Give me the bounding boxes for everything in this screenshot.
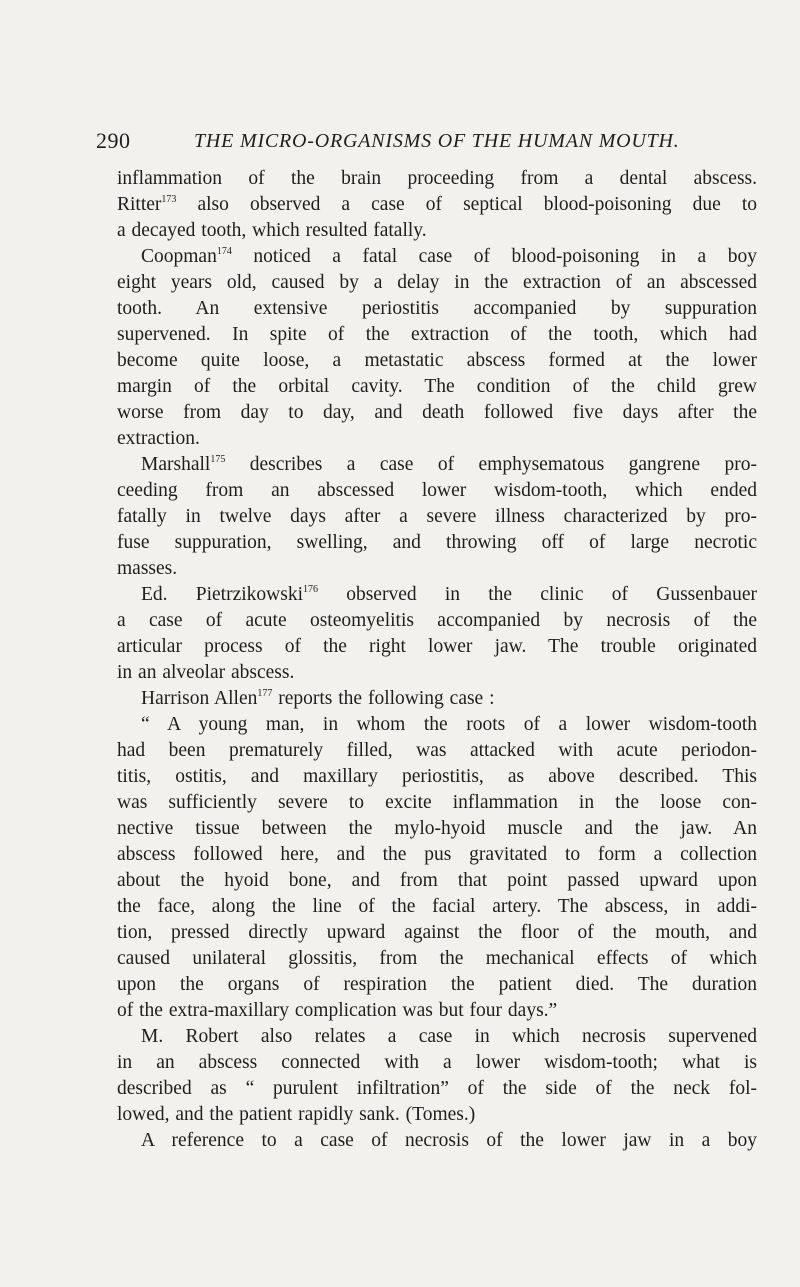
text-segment: described as “ purulent infiltration” of the side of the neck fol- <box>117 1078 757 1099</box>
text-segment: fuse suppuration, swelling, and throwing off of large necrotic <box>117 532 757 553</box>
text-line <box>117 166 757 192</box>
text-segment: nective tissue between the mylo-hyoid muscle and the jaw. An <box>117 818 757 839</box>
text-line <box>117 1102 757 1128</box>
text-line <box>117 816 757 842</box>
text-line <box>117 1024 757 1050</box>
text-segment: a decayed tooth, which resulted fatally. <box>117 220 427 241</box>
text-line <box>117 374 757 400</box>
text-line <box>117 244 757 270</box>
text-segment: upon the organs of respiration the patient died. The duration <box>117 974 757 995</box>
text-line <box>117 920 757 946</box>
text-line <box>117 894 757 920</box>
text-segment: “ A young man, in whom the roots of a lower wisdom-tooth <box>141 714 757 735</box>
text-segment: describes a case of emphysematous gangrene pro- <box>225 454 757 475</box>
text-line <box>117 998 757 1024</box>
text-line <box>117 218 757 244</box>
reference-superscript: 173 <box>161 194 177 205</box>
text-segment: articular process of the right lower jaw. The trouble originated <box>117 636 757 657</box>
text-segment: become quite loose, a metastatic abscess formed at the lower <box>117 350 757 371</box>
text-line <box>117 764 757 790</box>
text-segment: fatally in twelve days after a severe illness characterized by pro- <box>117 506 757 527</box>
text-line <box>117 790 757 816</box>
text-segment: Ed. Pietrzikowski <box>141 584 303 605</box>
text-line <box>117 270 757 296</box>
text-segment: was sufficiently severe to excite inflammation in the loose con- <box>117 792 757 813</box>
text-segment: Marshall <box>141 454 211 475</box>
text-segment: of the extra-maxillary complication was but four days.” <box>117 1000 558 1021</box>
text-line <box>117 192 757 218</box>
text-segment: noticed a fatal case of blood-poisoning in a boy <box>231 246 757 267</box>
text-segment: also observed a case of septical blood-poisoning due to <box>176 194 757 215</box>
page-number: 290 <box>96 128 131 153</box>
text-segment: Coopman <box>141 246 217 267</box>
text-line <box>117 738 757 764</box>
text-line <box>117 504 757 530</box>
text-segment: a case of acute osteomyelitis accompanied by necrosis of the <box>117 610 757 631</box>
reference-superscript: 175 <box>210 454 226 465</box>
text-line <box>117 868 757 894</box>
text-line <box>117 556 757 582</box>
text-segment: lowed, and the patient rapidly sank. (Tomes.) <box>117 1104 476 1125</box>
text-segment: abscess followed here, and the pus gravitated to form a collection <box>117 844 757 865</box>
text-line <box>117 660 757 686</box>
reference-superscript: 177 <box>257 688 273 699</box>
text-line <box>117 972 757 998</box>
text-line <box>117 842 757 868</box>
text-line <box>117 452 757 478</box>
text-segment: ceeding from an abscessed lower wisdom-tooth, which ended <box>117 480 757 501</box>
text-segment: Ritter <box>117 194 162 215</box>
body-text <box>117 166 757 1154</box>
text-segment: worse from day to day, and death followed five days after the <box>117 402 757 423</box>
text-segment: about the hyoid bone, and from that point passed upward upon <box>117 870 757 891</box>
text-line <box>117 1076 757 1102</box>
text-segment: masses. <box>117 558 178 579</box>
text-line <box>117 1050 757 1076</box>
text-segment: A reference to a case of necrosis of the lower jaw in a boy <box>141 1130 757 1151</box>
text-line <box>117 1128 757 1154</box>
text-line <box>117 608 757 634</box>
text-segment: the face, along the line of the facial artery. The abscess, in addi- <box>117 896 757 917</box>
text-line <box>117 686 757 712</box>
text-segment: titis, ostitis, and maxillary periostitis, as above described. This <box>117 766 757 787</box>
text-segment: had been prematurely filled, was attacked with acute periodon- <box>117 740 757 761</box>
text-segment: extraction. <box>117 428 200 449</box>
text-line <box>117 426 757 452</box>
text-line <box>117 348 757 374</box>
text-line <box>117 400 757 426</box>
text-segment: M. Robert also relates a case in which necrosis supervened <box>141 1026 757 1047</box>
running-title: THE MICRO-ORGANISMS OF THE HUMAN MOUTH. <box>194 130 680 152</box>
text-line <box>117 582 757 608</box>
text-segment: in an abscess connected with a lower wisdom-tooth; what is <box>117 1052 757 1073</box>
text-segment: inflammation of the brain proceeding from a dental abscess. <box>117 168 757 189</box>
text-line <box>117 634 757 660</box>
reference-superscript: 174 <box>216 246 232 257</box>
reference-superscript: 176 <box>303 584 318 595</box>
text-segment: in an alveolar abscess. <box>117 662 295 683</box>
text-segment: tion, pressed directly upward against the floor of the mouth, and <box>117 922 757 943</box>
text-segment: eight years old, caused by a delay in the extraction of an abscessed <box>117 272 757 293</box>
text-line <box>117 322 757 348</box>
text-line <box>117 712 757 738</box>
text-segment: reports the following case : <box>272 688 495 709</box>
text-segment: Harrison Allen <box>141 688 258 709</box>
text-segment: supervened. In spite of the extraction of the tooth, which had <box>117 324 757 345</box>
text-segment: observed in the clinic of Gussenbauer <box>318 584 757 605</box>
text-line <box>117 946 757 972</box>
text-line <box>117 296 757 322</box>
text-segment: margin of the orbital cavity. The condition of the child grew <box>117 376 757 397</box>
page-header <box>96 128 736 158</box>
text-segment: tooth. An extensive periostitis accompanied by suppuration <box>117 298 757 319</box>
text-line <box>117 530 757 556</box>
text-line <box>117 478 757 504</box>
text-segment: caused unilateral glossitis, from the mechanical effects of which <box>117 948 757 969</box>
